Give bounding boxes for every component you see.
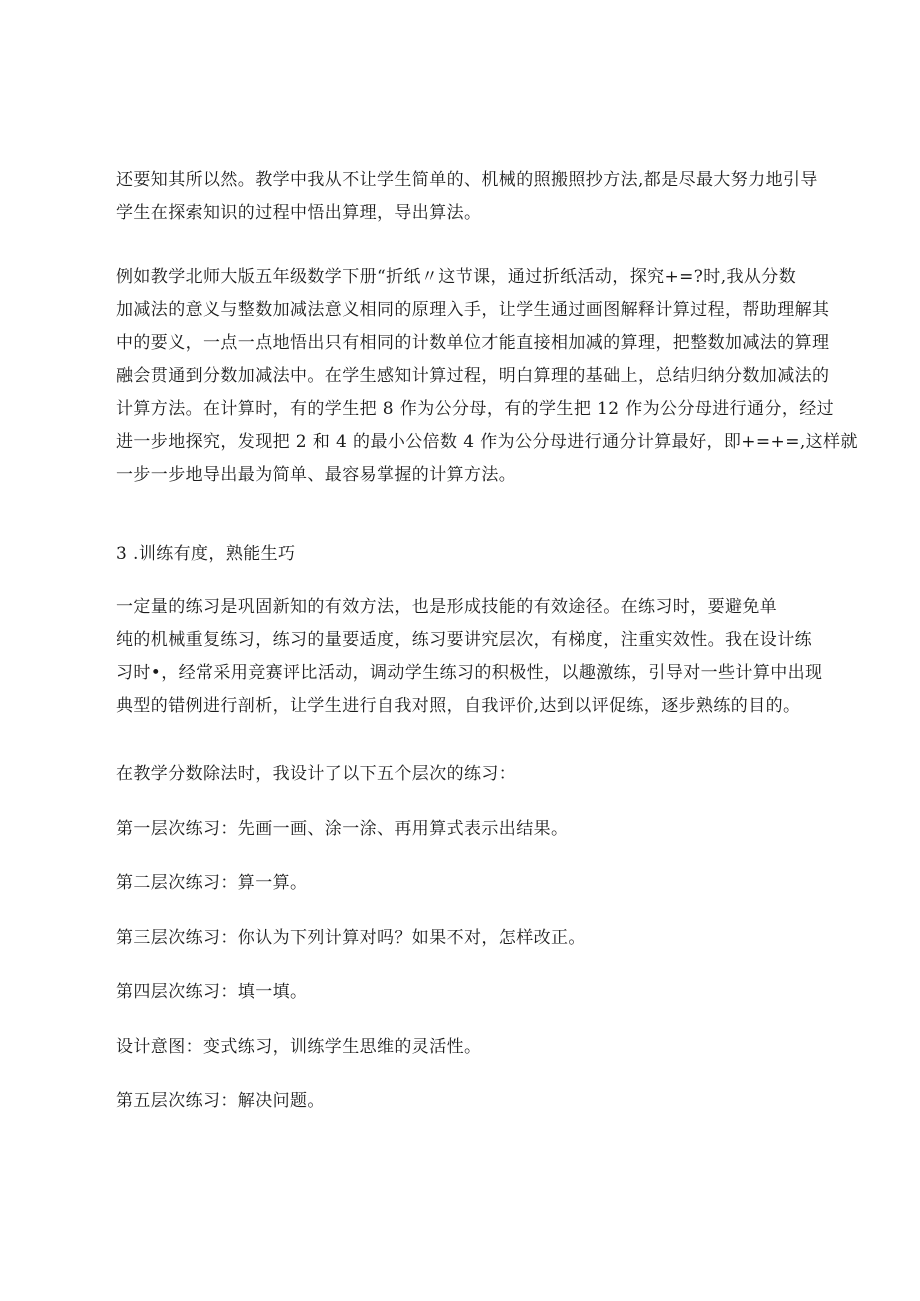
practice-level-5 (116, 1085, 816, 1118)
practice-level-2 (116, 867, 816, 900)
text-line: 学生在探索知识的过程中悟出算理，导出算法。 (116, 203, 482, 223)
text-line: 第五层次练习：解决问题。 (116, 1091, 325, 1111)
design-intent (116, 1031, 816, 1064)
paragraph-division-intro (116, 758, 816, 791)
text-line: 例如教学北师大版五年级数学下册“折纸〃这节课，通过折纸活动，探究+=?时,我从分数 (116, 267, 797, 287)
text-line: 中的要义，一点一点地悟出只有相同的计数单位才能直接相加减的算理，把整数加减法的算理 (116, 333, 830, 353)
text-line: 第四层次练习：填一填。 (116, 982, 308, 1002)
text-line: 还要知其所以然。教学中我从不让学生简单的、机械的照搬照抄方法,都是尽最大努力地引导 (116, 170, 818, 190)
practice-level-1 (116, 813, 816, 846)
practice-level-4 (116, 976, 816, 1009)
text-line: 进一步地探究，发现把 2 和 4 的最小公倍数 4 作为公分母进行通分计算最好，即+=+=,这样就 (116, 432, 858, 452)
text-line: 纯的机械重复练习，练习的量要适度，练习要讲究层次，有梯度，注重实效性。我在设计练 (116, 630, 812, 650)
text-line: 第一层次练习：先画一画、涂一涂、再用算式表示出结果。 (116, 819, 569, 839)
practice-level-3 (116, 922, 816, 955)
text-line: 第二层次练习：算一算。 (116, 873, 308, 893)
text-line: 3 .训练有度，熟能生巧 (116, 544, 296, 564)
text-line: 一步一步地导出最为简单、最容易掌握的计算方法。 (116, 465, 517, 485)
paragraph-practice (116, 591, 823, 723)
paragraph-intro-continuation (116, 164, 816, 230)
text-line: 计算方法。在计算时，有的学生把 8 作为公分母，有的学生把 12 作为公分母进行通分，经过 (116, 399, 835, 419)
text-line: 在教学分数除法时，我设计了以下五个层次的练习： (116, 764, 517, 784)
section-heading (116, 538, 816, 571)
text-line: 设计意图：变式练习，训练学生思维的灵活性。 (116, 1037, 482, 1057)
text-line: 习时•，经常采用竞赛评比活动，调动学生练习的积极性，以趣激练，引导对一些计算中出现 (116, 663, 823, 683)
text-line: 典型的错例进行剖析，让学生进行自我对照，自我评价,达到以评促练，逐步熟练的目的。 (116, 696, 801, 716)
text-line: 第三层次练习：你认为下列计算对吗？如果不对，怎样改正。 (116, 928, 586, 948)
text-line: 融会贯通到分数加减法中。在学生感知计算过程，明白算理的基础上，总结归纳分数加减法的 (116, 366, 830, 386)
text-line: 一定量的练习是巩固新知的有效方法，也是形成技能的有效途径。在练习时，要避免单 (116, 597, 778, 617)
text-line: 加减法的意义与整数加减法意义相同的原理入手，让学生通过画图解释计算过程，帮助理解其 (116, 300, 830, 320)
paragraph-origami-example (116, 261, 858, 492)
